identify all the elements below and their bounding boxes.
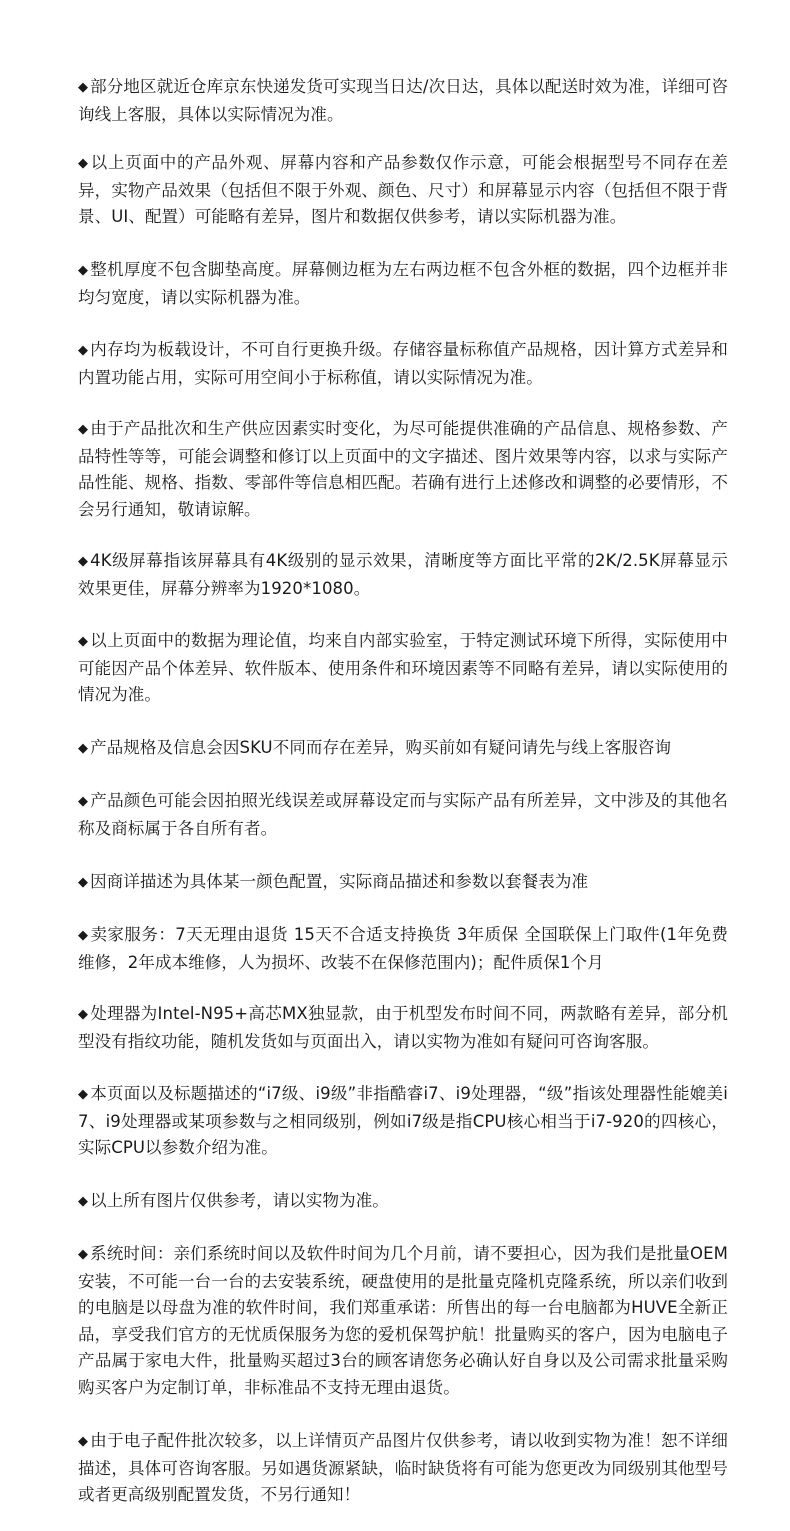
diamond-bullet-icon: ◆ [78, 1434, 89, 1449]
notice-item [78, 150, 728, 231]
diamond-bullet-icon: ◆ [78, 263, 89, 278]
notice-text: 卖家服务：7天无理由退货 15天不合适支持换货 3年质保 全国联保上门取件(1年免费维修，2年成本维修，人为损坏、改装不在保修范围内)；配件质保1个月 [78, 925, 728, 972]
notice-item [78, 337, 728, 391]
notice-item [78, 628, 728, 709]
diamond-bullet-icon: ◆ [78, 928, 89, 943]
notice-item [78, 922, 728, 976]
notice-text: 整机厚度不包含脚垫高度。屏幕侧边框为左右两边框不包含外框的数据，四个边框并非均匀宽度，请以实际机器为准。 [78, 260, 728, 307]
notice-item [78, 416, 728, 523]
notice-text: 内存均为板载设计，不可自行更换升级。存储容量标称值产品规格，因计算方式差异和内置功能占用，实际可用空间小于标称值，请以实际情况为准。 [78, 340, 728, 387]
notice-item [78, 869, 728, 897]
diamond-bullet-icon: ◆ [78, 422, 89, 437]
diamond-bullet-icon: ◆ [78, 1194, 89, 1209]
notice-item [78, 74, 728, 128]
notice-text: 由于产品批次和生产供应因素实时变化，为尽可能提供准确的产品信息、规格参数、产品特性等等，可能会调整和修订以上页面中的文字描述、图片效果等内容，以求与实际产品性能、规格、指数、零部件等信息相匹配。若确有进行上述修改和调整的必要情形，不会另行通知，敬请谅解。 [78, 419, 728, 519]
diamond-bullet-icon: ◆ [78, 156, 89, 171]
notice-item [78, 1081, 728, 1162]
notice-item [78, 1001, 728, 1055]
notice-text: 由于电子配件批次较多，以上详情页产品图片仅供参考，请以收到实物为准！恕不详细描述，具体可咨询客服。另如遇货源紧缺，临时缺货将有可能为您更改为同级别其他型号或者更高级别配置发货，不另行通知！ [78, 1431, 728, 1504]
notice-item [78, 1428, 728, 1509]
diamond-bullet-icon: ◆ [78, 1007, 89, 1022]
notice-text: 以上页面中的产品外观、屏幕内容和产品参数仅作示意，可能会根据型号不同存在差异，实物产品效果（包括但不限于外观、颜色、尺寸）和屏幕显示内容（包括但不限于背景、UI、配置）可能略有差异，图片和数据仅供参考，请以实际机器为准。 [78, 153, 728, 226]
notice-text: 产品规格及信息会因SKU不同而存在差异，购买前如有疑问请先与线上客服咨询 [90, 738, 672, 757]
notice-text: 系统时间：亲们系统时间以及软件时间为几个月前，请不要担心，因为我们是批量OEM安装，不可能一台一台的去安装系统，硬盘使用的是批量克隆机克隆系统，所以亲们收到的电脑是以母盘为准的软件时间，我们郑重承诺：所售出的每一台电脑都为HUVE全新正品，享受我们官方的无忧质保服务为您的爱机保驾护航！批量购买的客户，因为电脑电子产品属于家电大件，批量购买超过3台的顾客请您务必确认好自身以及公司需求批量采购购买客户为定制订单，非标准品不支持无理由退货。 [78, 1244, 728, 1397]
notice-item [78, 257, 728, 311]
notice-text: 本页面以及标题描述的“i7级、i9级”非指酷睿i7、i9处理器，“级”指该处理器性能媲美i7、i9处理器或某项参数与之相同级别，例如i7级是指CPU核心相当于i7-920的四核心，实际CPU以参数介绍为准。 [78, 1084, 728, 1157]
notice-item [78, 788, 728, 842]
notice-item [78, 1241, 728, 1401]
diamond-bullet-icon: ◆ [78, 794, 89, 809]
notice-item [78, 548, 728, 602]
notice-text: 以上所有图片仅供参考，请以实物为准。 [90, 1191, 389, 1210]
diamond-bullet-icon: ◆ [78, 1247, 89, 1262]
notice-text: 4K级屏幕指该屏幕具有4K级别的显示效果，清晰度等方面比平常的2K/2.5K屏幕显示效果更佳，屏幕分辨率为1920*1080。 [78, 551, 728, 598]
notice-text: 产品颜色可能会因拍照光线误差或屏幕设定而与实际产品有所差异，文中涉及的其他名称及商标属于各自所有者。 [78, 791, 728, 838]
notice-text: 因商详描述为具体某一颜色配置，实际商品描述和参数以套餐表为准 [90, 872, 589, 891]
diamond-bullet-icon: ◆ [78, 554, 89, 569]
notice-text: 处理器为Intel-N95+高芯MX独显款，由于机型发布时间不同，两款略有差异，部分机型没有指纹功能，随机发货如与页面出入，请以实物为准如有疑问可咨询客服。 [78, 1004, 728, 1051]
notice-text: 以上页面中的数据为理论值，均来自内部实验室，于特定测试环境下所得，实际使用中可能因产品个体差异、软件版本、使用条件和环境因素等不同略有差异，请以实际使用的情况为准。 [78, 631, 728, 704]
diamond-bullet-icon: ◆ [78, 634, 89, 649]
diamond-bullet-icon: ◆ [78, 741, 89, 756]
diamond-bullet-icon: ◆ [78, 1087, 89, 1102]
notice-text: 部分地区就近仓库京东快递发货可实现当日达/次日达，具体以配送时效为准，详细可咨询线上客服，具体以实际情况为准。 [78, 77, 728, 124]
notice-item [78, 735, 728, 763]
diamond-bullet-icon: ◆ [78, 80, 89, 95]
notice-item [78, 1188, 728, 1216]
diamond-bullet-icon: ◆ [78, 343, 89, 358]
diamond-bullet-icon: ◆ [78, 875, 89, 890]
